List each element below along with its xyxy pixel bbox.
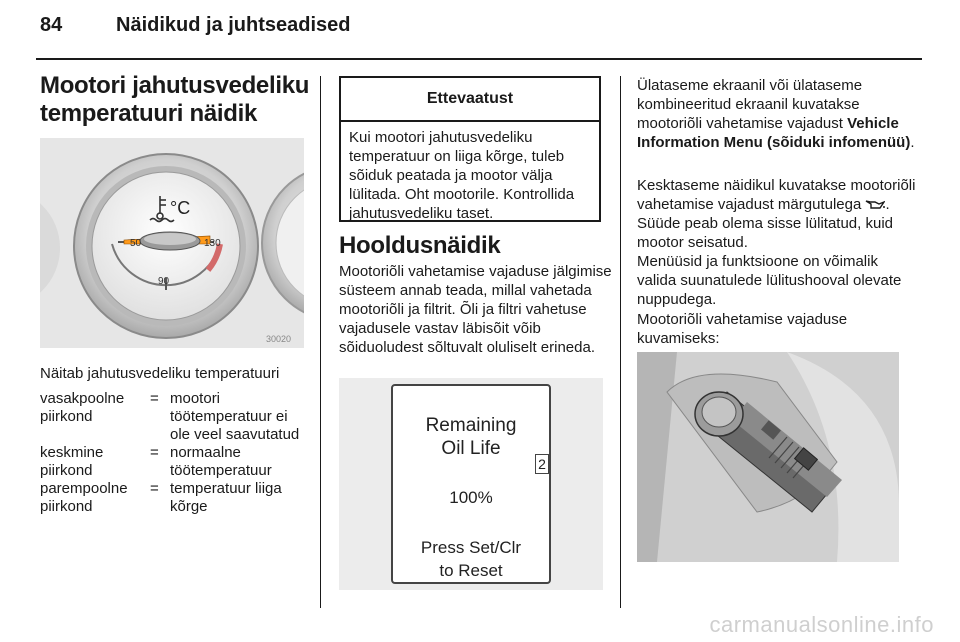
oil-can-icon xyxy=(865,198,885,210)
chapter-title: Näidikud ja juhtseadised xyxy=(116,14,351,36)
legend-value: mootori töötemperatuur ei ole veel saavutatud xyxy=(170,390,300,443)
para-upper-display xyxy=(637,76,921,152)
legend-row xyxy=(40,444,310,480)
section-title-service: Hooldusnäidik xyxy=(339,232,501,259)
oil-life-figure xyxy=(339,378,603,590)
legend-equals: = xyxy=(150,390,159,407)
display-line: Oil Life xyxy=(441,438,501,459)
display-badge: 2 xyxy=(535,454,549,474)
para-how-to: Mootoriõli vahetamise vajaduse kuvamiseks: xyxy=(637,311,848,347)
turn-signal-lever-illustration xyxy=(637,352,899,562)
coolant-gauge-illustration xyxy=(40,138,304,348)
para-text: . Süüde peab olema sisse lülitatud, kuid mootor seisatud. xyxy=(637,196,893,251)
legend-key: parempoolne piirkond xyxy=(40,480,128,515)
column-divider xyxy=(620,76,621,608)
gauge-tick-label: 90 xyxy=(158,276,170,287)
legend-row xyxy=(40,390,310,444)
gauge-caption: Näitab jahutusvedeliku temperatuuri xyxy=(40,365,280,382)
display-line: Remaining xyxy=(425,415,517,436)
para-text: . xyxy=(910,134,915,151)
column-divider xyxy=(320,76,321,608)
gauge-tick-label: 130 xyxy=(204,238,221,249)
caution-title: Ettevaatust xyxy=(341,78,599,122)
caution-box xyxy=(339,76,601,222)
legend-table xyxy=(40,390,310,516)
para-mid-display xyxy=(637,176,921,252)
section-title-line: temperatuuri näidik xyxy=(40,100,258,127)
legend-equals: = xyxy=(150,444,159,461)
section-title-line: Mootori jahutusvedeliku xyxy=(40,72,310,99)
para-text: Ülataseme ekraanil või ülataseme kombineeritud ekraanil kuvatakse mootoriõli vahetamise vajadust xyxy=(637,77,863,132)
figure-number: 30020 xyxy=(266,334,292,344)
oil-life-display xyxy=(391,384,551,584)
coolant-gauge-figure xyxy=(40,138,304,348)
oil-life-percent: 100% xyxy=(449,488,493,507)
legend-row xyxy=(40,480,310,516)
menu-name: Vehicle Information Menu (sõiduki infomenüü) xyxy=(637,115,911,151)
legend-key: vasakpoolne piirkond xyxy=(40,390,125,425)
gauge-unit-label: °C xyxy=(170,198,191,218)
section-title-coolant xyxy=(40,72,312,128)
watermark: carmanualsonline.info xyxy=(709,612,934,637)
caution-text: Kui mootori jahutusvedeliku temperatuur on liiga kõrge, tuleb sõiduk peatada ja mootor välja lülitada. Oht mootorile. Kontrollida jahutusvedeliku taset. xyxy=(349,129,575,222)
para-text: Kesktaseme näidikul kuvatakse mootoriõli vahetamise vajadust märgutulega xyxy=(637,177,916,213)
gauge-tick-label: 50 xyxy=(130,238,142,249)
para-menus: Menüüsid ja funktsioone on võimalik valida suunatulede lülitushooval olevate nuppudega. xyxy=(637,253,902,308)
legend-value: normaalne töötemperatuur xyxy=(170,444,272,479)
display-line: to Reset xyxy=(439,561,503,580)
stalk-figure xyxy=(637,352,899,562)
legend-key: keskmine piirkond xyxy=(40,444,104,479)
service-body: Mootoriõli vahetamise vajaduse jälgimise süsteem annab teada, millal vahetada mootoriõli ja filtrit. Õli ja filtri vahetuse vajadusele vastav läbisõit võib sõiduoludest sõltuvalt oluliselt erineda. xyxy=(339,263,612,356)
gauge-legend xyxy=(40,390,316,516)
legend-value: temperatuur liiga kõrge xyxy=(170,480,282,515)
page-number: 84 xyxy=(40,14,63,36)
legend-equals: = xyxy=(150,480,159,497)
display-line: Press Set/Clr xyxy=(420,538,522,557)
header-rule xyxy=(36,58,922,60)
